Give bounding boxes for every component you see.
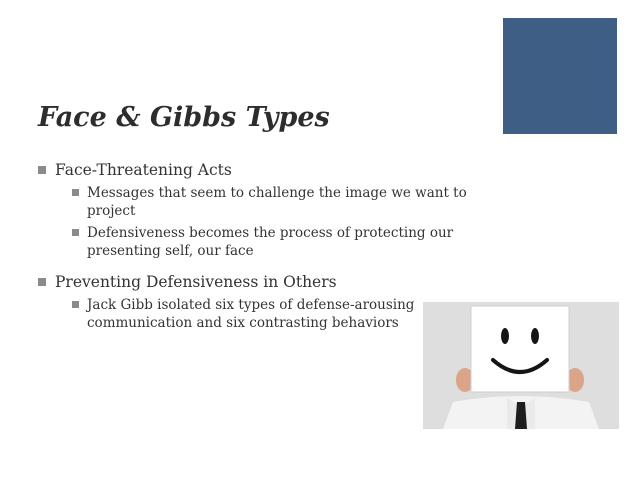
bullet-text: Face-Threatening Acts xyxy=(55,161,232,179)
square-bullet-icon xyxy=(72,189,79,196)
smiley-face-sign-photo xyxy=(423,302,619,429)
sub-bullet-item xyxy=(55,224,478,260)
smiley-photo-illustration xyxy=(423,302,619,429)
sub-bullet-list xyxy=(55,184,478,260)
sub-bullet-item xyxy=(55,184,478,220)
bullet-item xyxy=(38,272,478,332)
accent-box xyxy=(503,18,617,134)
sub-bullet-item xyxy=(55,296,478,332)
slide-title: Face & Gibbs Types xyxy=(38,102,330,133)
sub-bullet-list xyxy=(55,296,478,332)
sub-bullet-text: Defensiveness becomes the process of protecting our presenting self, our face xyxy=(87,225,454,259)
sub-bullet-text: Jack Gibb isolated six types of defense-arousing communication and six contrasting behaviors xyxy=(87,297,415,331)
bullet-text: Preventing Defensiveness in Others xyxy=(55,273,337,291)
bullet-list xyxy=(38,160,478,336)
square-bullet-icon xyxy=(38,166,46,174)
bullet-item xyxy=(38,160,478,260)
sub-bullet-text: Messages that seem to challenge the image we want to project xyxy=(87,185,467,219)
square-bullet-icon xyxy=(72,229,79,236)
square-bullet-icon xyxy=(72,301,79,308)
square-bullet-icon xyxy=(38,278,46,286)
